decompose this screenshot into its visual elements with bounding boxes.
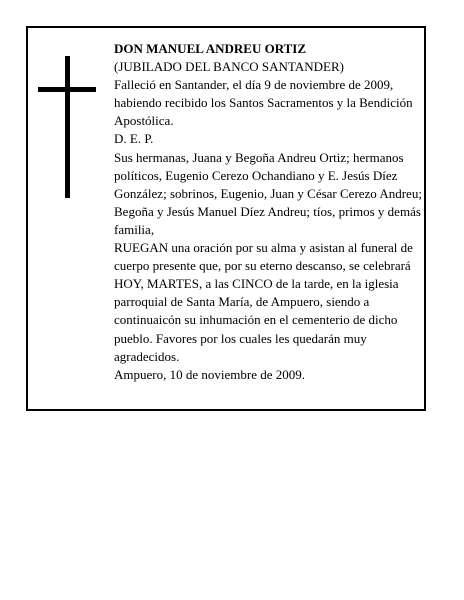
rest-in-peace: D. E. P. <box>114 131 154 147</box>
notice-text <box>114 40 424 384</box>
deceased-name: DON MANUEL ANDREU ORTIZ <box>114 41 307 56</box>
family-list: Sus hermanas, Juana y Begoña Andreu Ortiz; hermanos políticos, Eugenio Cerezo Ochandiano y E. Jesús Díez González; sobrinos, Eugenio, Juan y César Cerezo Andreu; Begoña y Jesús Manuel Díez Andreu; tíos, primos y demás familia, <box>114 149 422 237</box>
deceased-subtitle: (JUBILADO DEL BANCO SANTANDER) <box>114 59 344 75</box>
cross-horizontal-bar <box>38 87 96 92</box>
funeral-details: RUEGAN una oración por su alma y asistan al funeral de cuerpo presente que, por su eterno descanso, se celebrará HOY, MARTES, a las CINCO de la tarde, en la iglesia parroquial de Santa María, de Ampuero, siendo a continuaicón su inhumación en el cementerio de dicho pueblo. Favores por los cuales les quedarán muy agradecidos. <box>114 240 413 364</box>
obituary-notice <box>26 26 426 411</box>
place-date: Ampuero, 10 de noviembre de 2009. <box>114 366 305 382</box>
death-announcement: Falleció en Santander, el día 9 de noviembre de 2009, habiendo recibido los Santos Sacramentos y la Bendición Apostólica. <box>114 77 413 129</box>
cross-vertical-bar <box>65 56 70 198</box>
cross-icon <box>38 56 96 198</box>
